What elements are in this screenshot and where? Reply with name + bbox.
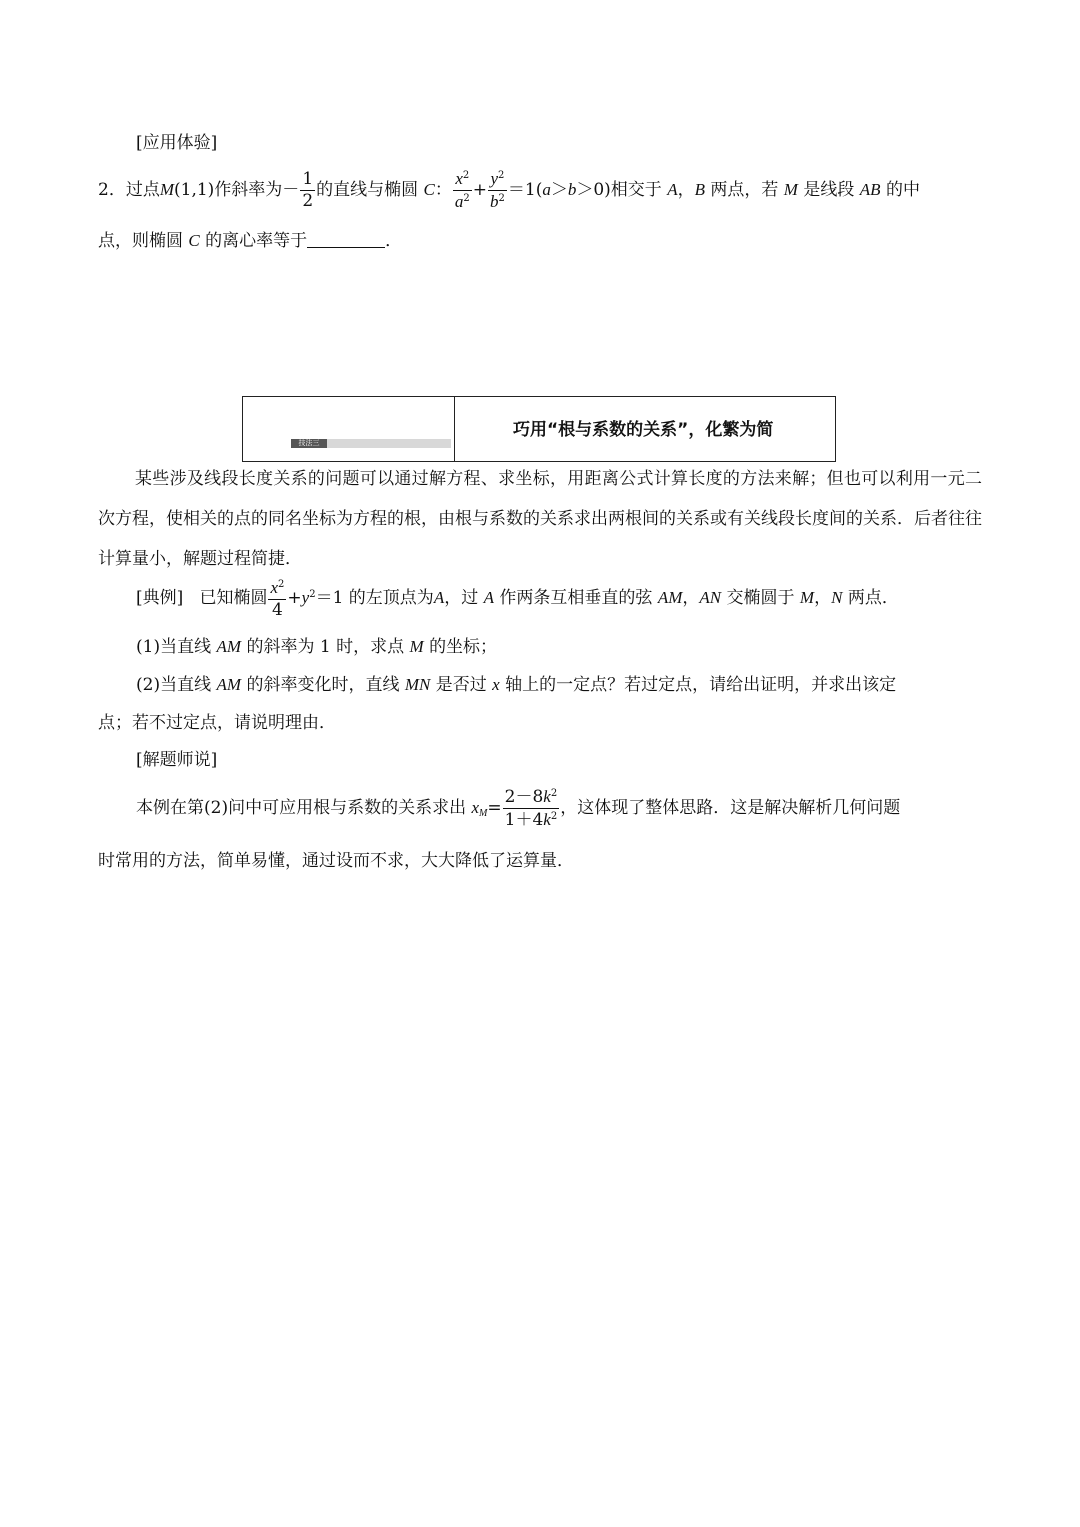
- xm-num-k: k: [543, 787, 551, 806]
- technique-box: [242, 396, 836, 462]
- teacher-text-2: ，这体现了整体思路．这是解决解析几何问题: [560, 798, 901, 818]
- xm-den-k: k: [543, 810, 551, 829]
- xm-num-text: 2－8: [504, 787, 544, 807]
- a-squared: $a^2$: [454, 192, 470, 211]
- x-over-a-fraction: [453, 170, 472, 211]
- q2-am: AM: [216, 675, 242, 694]
- example-line: [典例] 已知椭圆 $\frac{x^2}{4}$ $+y^2=1$ 的左顶点为A，过 A 作两条互相垂直的弦 AM，AN 交椭圆于 M，N 两点．: [136, 577, 899, 620]
- two-points-text: 两点，若: [710, 180, 779, 200]
- example-plus: +: [287, 588, 302, 608]
- problem-2-line-1: [98, 168, 920, 212]
- example-text-1: 已知椭圆: [199, 588, 268, 608]
- q2-text-b: 的斜率变化时，直线: [246, 675, 400, 695]
- mid-text: 的中: [885, 180, 920, 200]
- q1-text-b: 的斜率为 1 时，求点: [246, 637, 405, 657]
- example-comma: ，: [682, 588, 700, 608]
- section-heading-teacher: [解题师说]: [136, 750, 218, 770]
- point-b: B: [694, 180, 705, 199]
- technique-box-left: [243, 397, 455, 461]
- x-var: x: [455, 169, 463, 188]
- chord-an: AN: [699, 588, 722, 607]
- xm-den-text: 1＋4: [504, 810, 544, 830]
- cond-a: a: [542, 180, 551, 199]
- intro-paragraph: 某些涉及线段长度关系的问题可以通过解方程、求坐标，用距离公式计算长度的方法来解；但也可以利用一元二次方程，使相关的点的同名坐标为方程的根，由根与系数的关系求出两根间的关系或有关线段长度间的关系．后者往往计算量小，解题过程简捷．: [98, 469, 982, 569]
- technique-title: 巧用“根与系数的关系”，化繁为简: [513, 420, 774, 440]
- section-heading-application: [应用体验]: [136, 133, 218, 153]
- x2-numerator: $x^2$: [268, 579, 286, 600]
- q2-text-d: 轴上的一定点？若过定点，请给出证明，并求出该定: [505, 675, 897, 695]
- line2-start: 点，则椭圆: [98, 231, 183, 251]
- teacher-line-1: [136, 783, 900, 833]
- y-over-b-fraction: [488, 170, 507, 211]
- point-coords: (1,1): [174, 180, 215, 200]
- xm-equals: =: [487, 798, 502, 818]
- segment-ab: AB: [859, 180, 881, 199]
- gt-zero-text: ＞0)相交于: [576, 180, 662, 200]
- question-2-line-1: [136, 673, 896, 697]
- y-squared: $y^2$: [488, 170, 507, 191]
- comma: ，: [677, 180, 695, 200]
- q1-m: M: [409, 637, 424, 656]
- question-1: [136, 635, 497, 659]
- cond-b: b: [567, 180, 577, 199]
- xm-var: x: [471, 798, 480, 817]
- chord-am: AM: [657, 588, 683, 607]
- example-y-var: y: [301, 588, 310, 607]
- teacher-text-1: 本例在第(2)问中可应用根与系数的关系求出: [136, 798, 467, 818]
- example-label: [典例]: [136, 588, 184, 608]
- slope-text: 作斜率为－: [214, 180, 300, 200]
- q2-text-c: 是否过: [435, 675, 487, 695]
- line-text: 的直线与椭圆: [316, 180, 419, 200]
- x-squared: $x^2$: [453, 170, 472, 191]
- q1-text-a: (1)当直线: [136, 637, 212, 657]
- example-x-var: x: [270, 577, 279, 597]
- q2-mn: MN: [404, 675, 431, 694]
- q1-text-c: 的坐标；: [429, 637, 498, 657]
- gt-sign: ＞: [550, 180, 568, 200]
- b-squared: $b^2$: [490, 192, 505, 211]
- example-comma-2: ，: [814, 588, 832, 608]
- example-point-m: M: [799, 588, 815, 607]
- point-m-2: M: [783, 180, 798, 199]
- is-segment-text: 是线段: [803, 180, 855, 200]
- y-var: y: [490, 169, 499, 188]
- technique-tag-label: 技法三: [291, 439, 327, 448]
- point-a: A: [667, 180, 678, 199]
- example-point-a-2: A: [483, 588, 494, 607]
- xm-subscript: M: [479, 808, 488, 819]
- period: ．: [385, 231, 403, 251]
- example-point-a: A: [433, 588, 445, 607]
- ellipse-c: C: [423, 180, 435, 199]
- example-eq-text: ＝1 的左顶点为: [315, 588, 434, 608]
- q2-x: x: [492, 675, 500, 694]
- teacher-line-2: 时常用的方法，简单易懂，通过设而不求，大大降低了运算量．: [98, 851, 574, 871]
- answer-blank[interactable]: [307, 246, 385, 248]
- xm-denominator: $1+4k^2$: [504, 810, 558, 830]
- b-var: b: [490, 192, 499, 211]
- ellipse-c-2: C: [188, 231, 200, 250]
- xm-numerator: $2-8k^2$: [504, 787, 558, 807]
- problem-2-line-2: [98, 229, 402, 253]
- four-denominator: 4: [272, 599, 283, 620]
- example-text-3: 作两条互相垂直的弦: [499, 588, 653, 608]
- example-text-5: 两点．: [847, 588, 899, 608]
- q1-am: AM: [216, 637, 242, 656]
- colon: ：: [434, 180, 452, 200]
- example-text-2: ，过: [444, 588, 479, 608]
- problem-number: 2．过点: [98, 180, 160, 200]
- slope-numerator: 1: [302, 169, 314, 189]
- example-point-n: N: [831, 588, 843, 607]
- equals-one: ＝1(: [507, 180, 543, 200]
- x2-over-4-fraction: [268, 579, 286, 619]
- slope-fraction: [300, 171, 315, 210]
- eccentricity-text: 的离心率等于: [205, 231, 308, 251]
- a-var: a: [454, 192, 464, 211]
- example-text-4: 交椭圆于: [726, 588, 795, 608]
- question-2-line-2: 点；若不过定点，请说明理由．: [98, 713, 336, 733]
- q2-text-a: (2)当直线: [136, 675, 212, 695]
- technique-tag-bar: [291, 439, 451, 448]
- plus: +: [472, 180, 488, 200]
- xm-fraction: [503, 788, 560, 829]
- slope-denominator: 2: [302, 191, 314, 211]
- point-m: M: [159, 180, 174, 199]
